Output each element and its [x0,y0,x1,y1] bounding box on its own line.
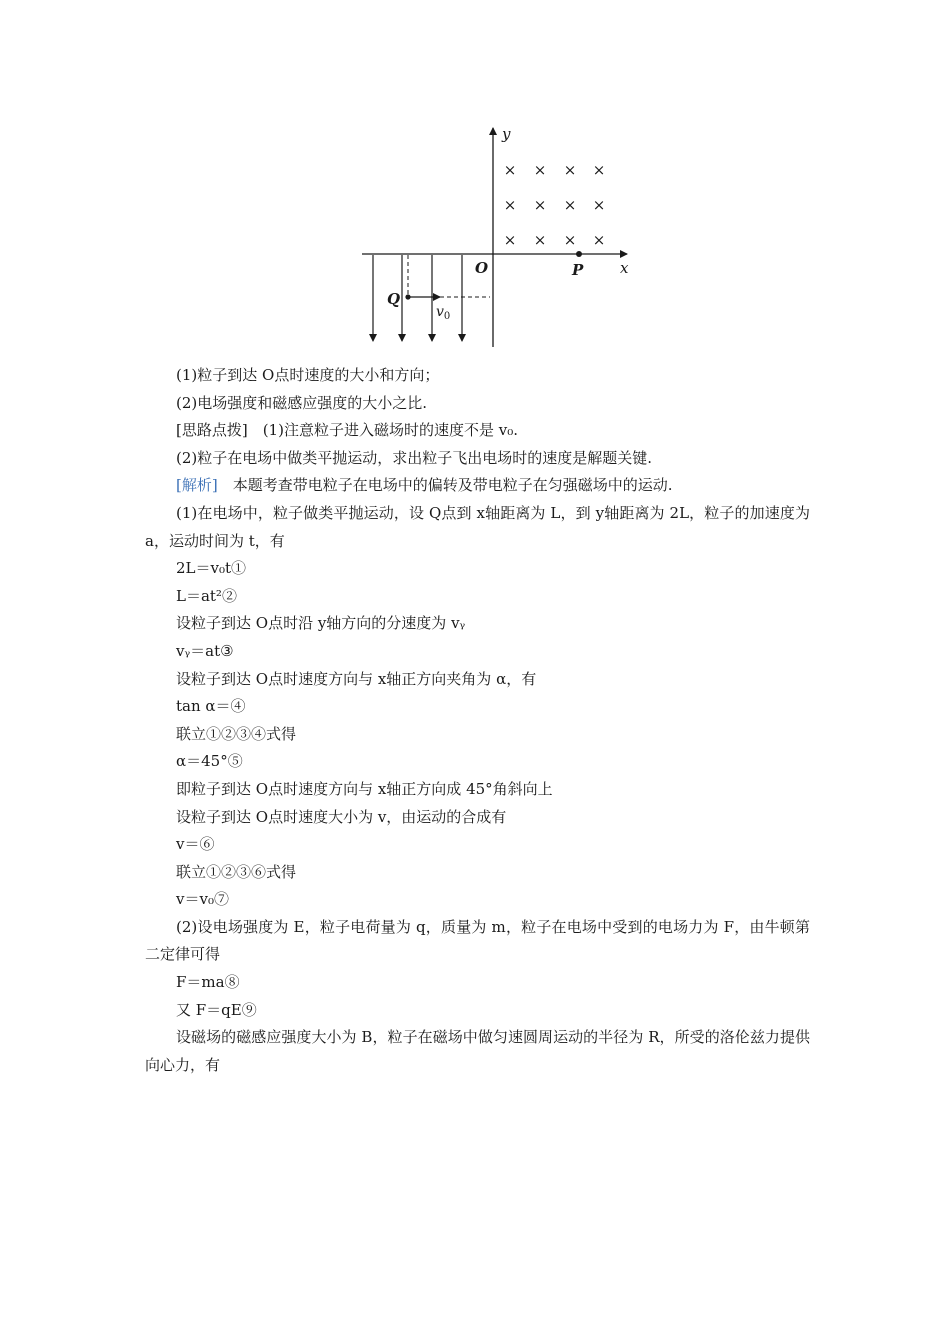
magnetic-field [504,161,606,249]
part2-setup: (2)设电场强度为 E，粒子电荷量为 q，质量为 m，粒子在电场中受到的电场力为 F，由牛顿第二定律可得 [145,917,810,964]
question-1: (1)粒子到达 O点时速度的大小和方向； [176,366,440,384]
analysis-text: 本题考查带电粒子在电场中的偏转及带电粒子在匀强磁场中的运动. [217,476,673,495]
question-2: (2)电场强度和磁感应强度的大小之比. [176,393,428,412]
equation-3: vᵧ＝at③ [176,641,234,660]
field-cross: × [563,196,577,214]
field-cross: × [563,161,577,179]
equation-1: 2L＝v₀t① [176,559,247,578]
text-combine-2: 联立①②③⑥式得 [176,862,297,881]
label-y: y [502,125,511,143]
text-vy: 设粒子到达 O点时沿 y轴方向的分速度为 vᵧ [176,614,466,633]
label-q: Q [387,290,401,308]
field-cross: × [592,161,606,179]
field-cross: × [533,196,547,214]
field-cross: × [592,196,606,214]
label-p: P [572,261,584,279]
text-direction: 即粒子到达 O点时速度方向与 x轴正方向成 45°角斜向上 [176,779,553,798]
field-cross: × [533,161,547,179]
equation-8: F＝ma⑧ [176,973,240,992]
text-combine-1: 联立①②③④式得 [176,724,297,743]
equation-6: v＝⑥ [176,835,215,854]
point-q [405,294,410,299]
hint-2: (2)粒子在电场中做类平抛运动，求出粒子飞出电场时的速度是解题关键. [176,448,653,467]
point-p [576,251,582,257]
equation-7: v＝v₀⑦ [176,890,229,909]
hint-1: [思路点拨] (1)注意粒子进入磁场时的速度不是 v₀. [176,421,518,440]
field-cross: × [503,196,517,214]
text-angle: 设粒子到达 O点时速度方向与 x轴正方向夹角为 α，有 [176,669,537,688]
field-cross: × [592,231,606,249]
solution-text [145,362,810,1079]
field-cross: × [533,231,547,249]
magnetic-setup: 设磁场的磁感应强度大小为 B，粒子在磁场中做匀速圆周运动的半径为 R，所受的洛伦兹力提供向心力，有 [145,1028,810,1074]
part1-setup: (1)在电场中，粒子做类平抛运动，设 Q点到 x轴距离为 L，到 y轴距离为 2L，粒子的加速度为 a，运动时间为 t，有 [145,503,810,550]
analysis-tag: [解析] [176,476,218,495]
text-speed: 设粒子到达 O点时速度大小为 v，由运动的合成有 [176,807,507,826]
equation-5: α＝45°⑤ [176,752,243,771]
equation-9: 又 F＝qE⑨ [176,1000,257,1019]
analysis-intro [145,472,810,500]
field-cross: × [503,161,517,179]
label-o: O [475,259,489,277]
label-x: x [620,259,629,277]
label-v0: $v_0$ [436,304,451,322]
field-cross: × [563,231,577,249]
equation-4: tan α＝④ [176,697,246,716]
equation-2: L＝at²② [176,586,237,605]
field-cross: × [503,231,517,249]
coordinate-diagram [350,122,650,352]
